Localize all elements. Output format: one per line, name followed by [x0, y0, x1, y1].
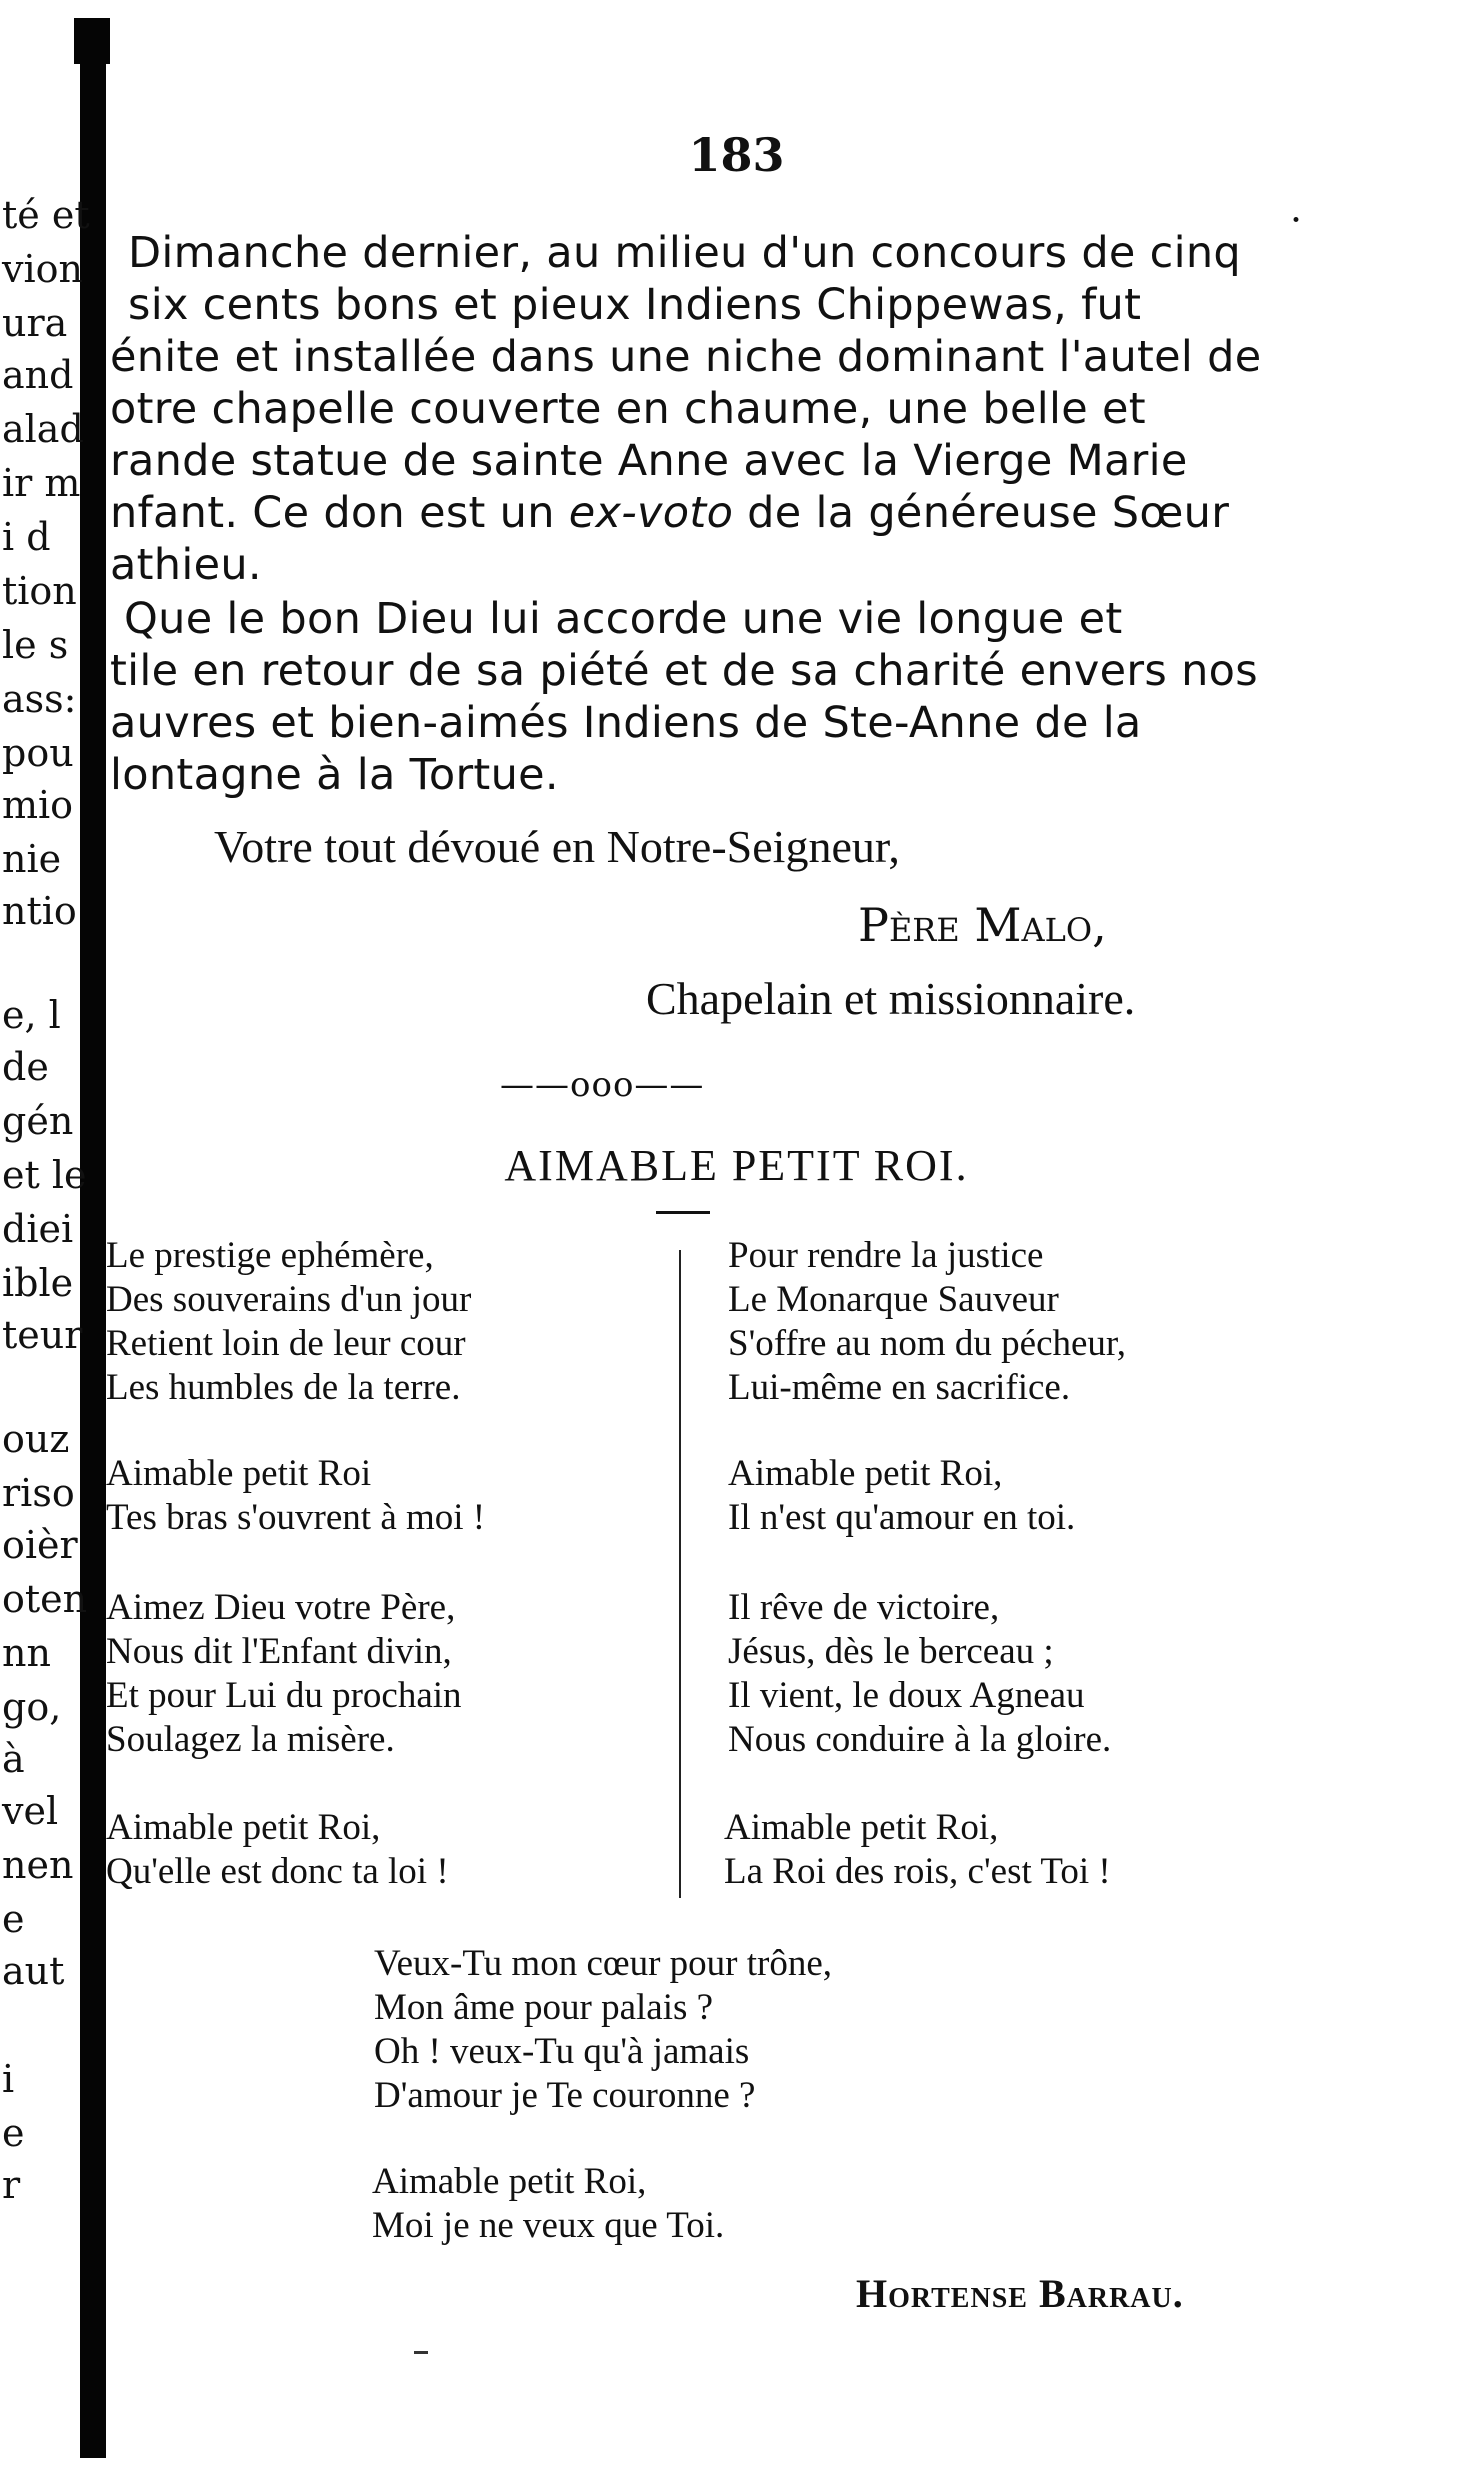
margin-fragment: té et	[2, 193, 90, 237]
margin-fragment: teur	[2, 1313, 83, 1357]
verse-line: Oh ! veux-Tu qu'à jamais	[374, 2031, 750, 2072]
letter-line: lontagne à la Tortue.	[110, 750, 559, 800]
right-stanza-4	[724, 1806, 1111, 1894]
page-number: 183	[688, 128, 785, 182]
verse-line: Nous dit l'Enfant divin,	[106, 1631, 452, 1672]
letter-line: rande statue de sainte Anne avec la Vierge Marie	[110, 436, 1188, 486]
poem-title: AIMABLE PETIT ROI.	[504, 1141, 969, 1190]
verse-line: Il vient, le doux Agneau	[728, 1675, 1085, 1716]
ink-mark	[414, 2351, 428, 2354]
margin-fragment: i d	[2, 515, 51, 559]
verse-line: La Roi des rois, c'est Toi !	[724, 1851, 1111, 1892]
right-stanza-1	[728, 1234, 1126, 1410]
verse-line: Qu'elle est donc ta loi !	[106, 1851, 449, 1892]
margin-fragment: nie	[2, 837, 62, 881]
letter-line: Que le bon Dieu lui accorde une vie longue et	[124, 594, 1123, 644]
letter-text: nfant. Ce don est un	[110, 488, 569, 538]
section-separator: ——ooo——	[500, 1065, 705, 1105]
binding-notch	[74, 18, 110, 64]
verse-line: Il n'est qu'amour en toi.	[728, 1497, 1076, 1538]
margin-fragment: oièr	[2, 1523, 78, 1567]
margin-fragment: tion	[2, 569, 77, 613]
letter-italic-term: ex-voto	[568, 488, 734, 538]
margin-fragment: r	[2, 2163, 21, 2207]
left-stanza-4	[106, 1806, 449, 1894]
letter-line: auvres et bien-aimés Indiens de Ste-Anne de la	[110, 698, 1142, 748]
letter-line: Dimanche dernier, au milieu d'un concours de cinq	[128, 228, 1241, 278]
left-stanza-3	[106, 1586, 462, 1762]
letter-text: de la généreuse Sœur	[733, 488, 1230, 538]
verse-line: Pour rendre la justice	[728, 1235, 1044, 1276]
left-stanza-1	[106, 1234, 471, 1410]
margin-fragment: and	[2, 353, 74, 397]
letter-line: tile en retour de sa piété et de sa charité envers nos	[110, 646, 1258, 696]
margin-fragment: aut	[2, 1949, 65, 1993]
margin-fragment: go,	[2, 1685, 62, 1729]
verse-line: Soulagez la misère.	[106, 1719, 395, 1760]
verse-line: Mon âme pour palais ?	[374, 1987, 714, 2028]
verse-line: S'offre au nom du pécheur,	[728, 1323, 1127, 1364]
signer-name: Père Malo,	[858, 898, 1107, 952]
verse-line: Veux-Tu mon cœur pour trône,	[374, 1943, 833, 1984]
margin-fragment: mio	[2, 783, 74, 827]
poem-author: Hortense Barrau.	[856, 2271, 1184, 2316]
verse-line: Et pour Lui du prochain	[106, 1675, 462, 1716]
right-stanza-2	[728, 1452, 1075, 1540]
right-stanza-3	[728, 1586, 1111, 1762]
letter-closing: Votre tout dévoué en Notre-Seigneur,	[214, 821, 900, 872]
margin-fragment: nn	[2, 1631, 51, 1675]
margin-fragment: à	[2, 1737, 25, 1781]
margin-fragment: riso	[2, 1471, 75, 1515]
title-rule	[656, 1211, 710, 1214]
margin-fragment: ouz	[2, 1417, 70, 1461]
verse-line: D'amour je Te couronne ?	[374, 2075, 756, 2116]
margin-fragment: e	[2, 1897, 25, 1941]
verse-line: Le Monarque Sauveur	[728, 1279, 1059, 1320]
verse-line: Tes bras s'ouvrent à moi !	[106, 1497, 486, 1538]
verse-line: Aimable petit Roi,	[728, 1453, 1003, 1494]
verse-line: Lui-même en sacrifice.	[728, 1367, 1071, 1408]
verse-line: Il rêve de victoire,	[728, 1587, 1000, 1628]
margin-fragment: ible	[2, 1261, 74, 1305]
letter-line	[110, 488, 1229, 538]
margin-fragment: nen	[2, 1843, 74, 1887]
verse-line: Nous conduire à la gloire.	[728, 1719, 1112, 1760]
margin-fragment: ntio	[2, 889, 77, 933]
margin-fragment: ass:	[2, 677, 77, 721]
signer-title: Chapelain et missionnaire.	[646, 973, 1136, 1024]
margin-fragment: pou	[2, 731, 74, 775]
binding-spine	[80, 18, 106, 2458]
margin-fragment: alad	[2, 407, 84, 451]
verse-line: Aimable petit Roi,	[106, 1807, 381, 1848]
margin-fragment: e	[2, 2111, 25, 2155]
letter-line: athieu.	[110, 540, 262, 590]
verse-line: Aimable petit Roi,	[724, 1807, 999, 1848]
final-stanza-2	[372, 2160, 724, 2248]
verse-line: Jésus, dès le berceau ;	[728, 1631, 1054, 1672]
letter-line: otre chapelle couverte en chaume, une belle et	[110, 384, 1146, 434]
verse-line: Aimable petit Roi,	[372, 2161, 647, 2202]
margin-fragment: de	[2, 1045, 49, 1089]
margin-fragment: gén	[2, 1099, 74, 1143]
verse-line: Moi je ne veux que Toi.	[372, 2205, 725, 2246]
ink-dot: ·	[1290, 198, 1303, 242]
margin-fragment: oten	[2, 1577, 88, 1621]
left-stanza-2	[106, 1452, 485, 1540]
verse-line: Retient loin de leur cour	[106, 1323, 466, 1364]
margin-fragment: vel	[2, 1789, 59, 1833]
verse-line: Les humbles de la terre.	[106, 1367, 461, 1408]
verse-line: Aimable petit Roi	[106, 1453, 372, 1494]
margin-fragment: et le	[2, 1153, 87, 1197]
margin-fragment: vion	[2, 247, 83, 291]
margin-fragment: ir m	[2, 461, 81, 505]
final-stanza-1	[374, 1942, 832, 2118]
margin-fragment: e, l	[2, 993, 61, 1037]
margin-fragment: diei	[2, 1207, 74, 1251]
margin-fragment: i	[2, 2057, 15, 2101]
verse-line: Aimez Dieu votre Père,	[106, 1587, 456, 1628]
margin-fragment: ura	[2, 301, 68, 345]
verse-line: Des souverains d'un jour	[106, 1279, 472, 1320]
verse-line: Le prestige ephémère,	[106, 1235, 434, 1276]
letter-line: énite et installée dans une niche dominant l'autel de	[110, 332, 1262, 382]
letter-line: six cents bons et pieux Indiens Chippewas, fut	[128, 280, 1142, 330]
column-divider	[679, 1250, 681, 1898]
margin-fragment: le s	[2, 623, 69, 667]
